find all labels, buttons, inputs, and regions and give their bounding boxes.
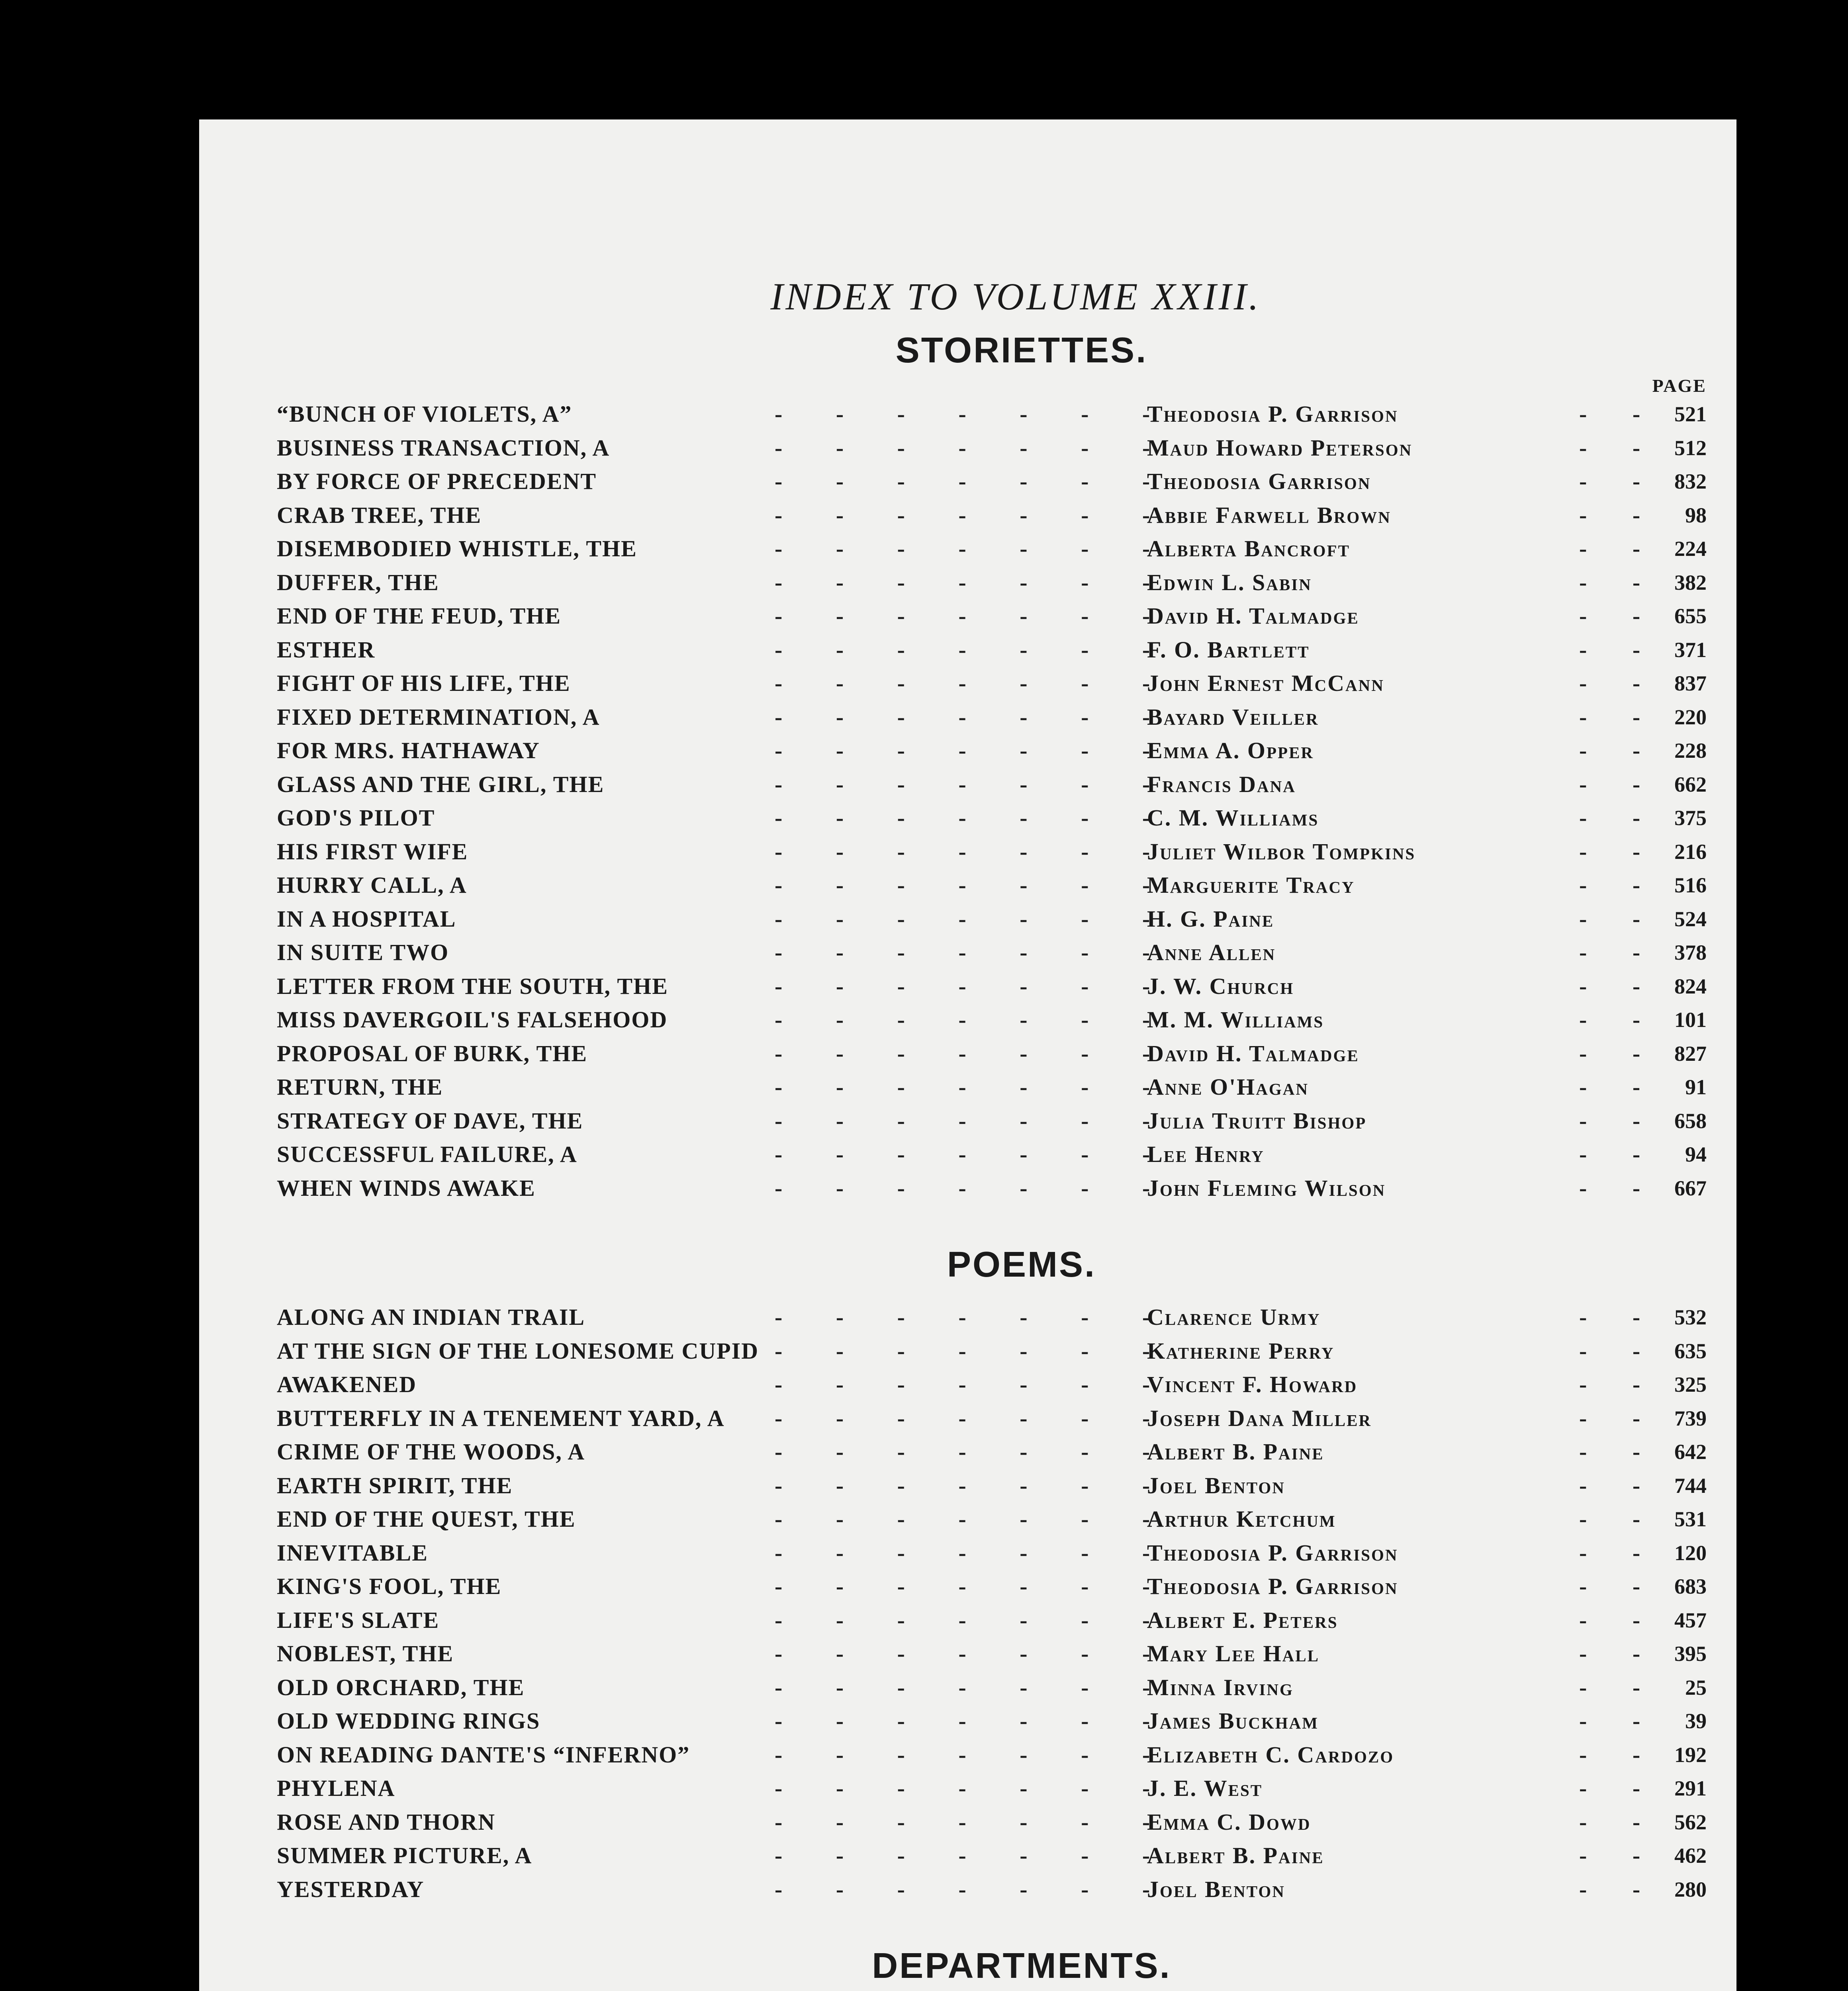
storiettes-list [265, 397, 1707, 1205]
entry-title: OLD WEDDING RINGS [277, 1708, 540, 1734]
index-entry [265, 1435, 1707, 1469]
dot-leader: - - [1579, 536, 1660, 561]
entry-title: IN A HOSPITAL [277, 906, 456, 932]
entry-author: Lee Henry [1147, 1141, 1265, 1167]
dot-leader: - - - - - - - [775, 468, 1174, 494]
index-entry [265, 633, 1707, 667]
index-page [199, 119, 1736, 1991]
entry-page: 98 [1685, 503, 1707, 527]
dot-leader: - - - - - - - [775, 838, 1174, 864]
entry-author: Theodosia P. Garrison [1147, 401, 1398, 427]
entry-title: FIGHT OF HIS LIFE, THE [277, 670, 571, 696]
index-entry [265, 970, 1707, 1003]
dot-leader: - - - - - - - [775, 636, 1174, 663]
dot-leader: - - - - - - - [775, 502, 1174, 528]
dot-leader: - - [1579, 1674, 1660, 1700]
entry-author: Anne O'Hagan [1147, 1074, 1309, 1100]
entry-page: 521 [1674, 402, 1707, 426]
entry-author: Marguerite Tracy [1147, 872, 1355, 898]
index-entry [265, 667, 1707, 700]
dot-leader: - - - - - - - [775, 1741, 1174, 1768]
dot-leader: - - [1579, 1304, 1660, 1330]
index-entry [265, 801, 1707, 835]
entry-title: DUFFER, THE [277, 569, 439, 595]
entry-author: Albert B. Paine [1147, 1439, 1324, 1465]
entry-author: F. O. Bartlett [1147, 636, 1310, 663]
dot-leader: - - - - - - - [775, 1472, 1174, 1498]
entry-author: M. M. Williams [1147, 1007, 1324, 1033]
entry-title: CRIME OF THE WOODS, A [277, 1439, 585, 1465]
index-entry [265, 1570, 1707, 1604]
dot-leader: - - [1579, 1842, 1660, 1868]
dot-leader: - - - - - - - [775, 1175, 1174, 1201]
entry-page: 824 [1674, 974, 1707, 998]
entry-author: Edwin L. Sabin [1147, 569, 1312, 595]
poems-heading: POEMS. [947, 1245, 1096, 1285]
dot-leader: - - - - - - - [775, 401, 1174, 427]
dot-leader: - - - - - - - [775, 1506, 1174, 1532]
entry-author: Emma A. Opper [1147, 737, 1314, 763]
entry-page: 658 [1674, 1109, 1707, 1133]
index-entry [265, 532, 1707, 566]
index-entry [265, 1368, 1707, 1402]
dot-leader: - - [1579, 1175, 1660, 1201]
entry-title: AT THE SIGN OF THE LONESOME CUPID [277, 1338, 759, 1364]
dot-leader: - - - - - - - [775, 1809, 1174, 1835]
entry-page: 220 [1674, 705, 1707, 729]
index-entry [265, 1671, 1707, 1705]
dot-leader: - - [1579, 939, 1660, 965]
entry-page: 375 [1674, 806, 1707, 830]
dot-leader: - - - - - - - [775, 536, 1174, 561]
dot-leader: - - - - - - - [775, 1641, 1174, 1666]
entry-author: Alberta Bancroft [1147, 536, 1350, 561]
entry-title: PROPOSAL OF BURK, THE [277, 1040, 587, 1066]
entry-author: Minna Irving [1147, 1674, 1294, 1700]
entry-title: EARTH SPIRIT, THE [277, 1472, 513, 1498]
dot-leader: - - [1579, 1775, 1660, 1801]
dot-leader: - - - - - - - [775, 1371, 1174, 1397]
entry-title: BUSINESS TRANSACTION, A [277, 434, 610, 461]
index-entry [265, 1301, 1707, 1334]
entry-author: David H. Talmadge [1147, 1040, 1359, 1066]
index-entry [265, 902, 1707, 936]
dot-leader: - - - - - - - [775, 1775, 1174, 1801]
entry-title: BY FORCE OF PRECEDENT [277, 468, 597, 494]
entry-page: 531 [1674, 1507, 1707, 1531]
entry-author: Joel Benton [1147, 1472, 1285, 1498]
dot-leader: - - [1579, 670, 1660, 696]
entry-page: 325 [1674, 1373, 1707, 1396]
entry-page: 280 [1674, 1877, 1707, 1901]
dot-leader: - - - - - - - [775, 1573, 1174, 1599]
entry-title: YESTERDAY [277, 1876, 425, 1902]
entry-author: John Fleming Wilson [1147, 1175, 1386, 1201]
entry-title: ROSE AND THORN [277, 1809, 496, 1835]
entry-author: Maud Howard Peterson [1147, 434, 1413, 461]
index-title: INDEX TO VOLUME XXIII. [770, 275, 1261, 318]
entry-author: Elizabeth C. Cardozo [1147, 1741, 1394, 1768]
dot-leader: - - - - - - - [775, 906, 1174, 932]
index-entry [265, 1772, 1707, 1805]
index-entry [265, 1334, 1707, 1368]
entry-page: 739 [1674, 1406, 1707, 1430]
index-entry [265, 835, 1707, 869]
dot-leader: - - - - - - - [775, 1141, 1174, 1167]
entry-author: Joseph Dana Miller [1147, 1405, 1372, 1431]
entry-title: AWAKENED [277, 1371, 417, 1397]
dot-leader: - - [1579, 1338, 1660, 1364]
entry-author: Albert E. Peters [1147, 1607, 1338, 1633]
dot-leader: - - [1579, 1405, 1660, 1431]
entry-page: 39 [1685, 1709, 1707, 1733]
dot-leader: - - [1579, 771, 1660, 797]
entry-title: MISS DAVERGOIL'S FALSEHOOD [277, 1007, 668, 1033]
entry-author: David H. Talmadge [1147, 603, 1359, 629]
entry-page: 655 [1674, 604, 1707, 628]
dot-leader: - - - - - - - [775, 1708, 1174, 1734]
dot-leader: - - [1579, 1074, 1660, 1100]
entry-author: Abbie Farwell Brown [1147, 502, 1391, 528]
index-entry [265, 936, 1707, 970]
entry-page: 371 [1674, 638, 1707, 662]
entry-author: C. M. Williams [1147, 805, 1319, 831]
entry-title: SUCCESSFUL FAILURE, A [277, 1141, 578, 1167]
index-entry [265, 1738, 1707, 1772]
dot-leader: - - - - - - - [775, 603, 1174, 629]
dot-leader: - - [1579, 805, 1660, 831]
entry-title: ON READING DANTE'S “INFERNO” [277, 1741, 690, 1768]
entry-title: BUTTERFLY IN A TENEMENT YARD, A [277, 1405, 725, 1431]
entry-title: WHEN WINDS AWAKE [277, 1175, 536, 1201]
entry-page: 683 [1674, 1574, 1707, 1598]
entry-title: END OF THE FEUD, THE [277, 603, 562, 629]
entry-title: “BUNCH OF VIOLETS, A” [277, 401, 572, 427]
dot-leader: - - [1579, 1809, 1660, 1835]
entry-author: H. G. Paine [1147, 906, 1274, 932]
entry-author: John Ernest McCann [1147, 670, 1384, 696]
entry-author: Juliet Wilbor Tompkins [1147, 838, 1416, 864]
entry-title: LIFE'S SLATE [277, 1607, 440, 1633]
entry-page: 216 [1674, 839, 1707, 864]
dot-leader: - - - - - - - [775, 1439, 1174, 1465]
entry-page: 91 [1685, 1075, 1707, 1099]
index-entry [265, 465, 1707, 499]
entry-author: Julia Truitt Bishop [1147, 1107, 1367, 1134]
entry-title: END OF THE QUEST, THE [277, 1506, 576, 1532]
entry-author: Joel Benton [1147, 1876, 1285, 1902]
dot-leader: - - - - - - - [775, 1007, 1174, 1033]
entry-page: 667 [1674, 1176, 1707, 1200]
entry-page: 744 [1674, 1473, 1707, 1498]
dot-leader: - - [1579, 1007, 1660, 1033]
entry-title: ALONG AN INDIAN TRAIL [277, 1304, 585, 1330]
page-column-label: PAGE [1652, 376, 1707, 396]
dot-leader: - - - - - - - [775, 805, 1174, 831]
entry-title: NOBLEST, THE [277, 1641, 454, 1666]
index-entry [265, 700, 1707, 734]
entry-author: J. W. Church [1147, 973, 1294, 999]
dot-leader: - - [1579, 1472, 1660, 1498]
entry-page: 192 [1674, 1743, 1707, 1767]
index-entry [265, 1172, 1707, 1205]
dot-leader: - - [1579, 1107, 1660, 1134]
index-entry [265, 1402, 1707, 1436]
entry-author: Albert B. Paine [1147, 1842, 1324, 1868]
dot-leader: - - - - - - - [775, 939, 1174, 965]
entry-author: Theodosia P. Garrison [1147, 1573, 1398, 1599]
entry-page: 25 [1685, 1675, 1707, 1700]
entry-author: Vincent F. Howard [1147, 1371, 1358, 1397]
index-entry [265, 768, 1707, 802]
index-entry [265, 1704, 1707, 1738]
entry-title: GOD'S PILOT [277, 805, 435, 831]
dot-leader: - - [1579, 468, 1660, 494]
entry-page: 94 [1685, 1142, 1707, 1166]
entry-title: PHYLENA [277, 1775, 395, 1801]
entry-title: CRAB TREE, THE [277, 502, 482, 528]
dot-leader: - - [1579, 737, 1660, 763]
entry-title: KING'S FOOL, THE [277, 1573, 502, 1599]
dot-leader: - - [1579, 1040, 1660, 1066]
index-entry [265, 1536, 1707, 1570]
entry-page: 224 [1674, 537, 1707, 561]
dot-leader: - - - - - - - [775, 872, 1174, 898]
entry-title: FOR MRS. HATHAWAY [277, 737, 540, 763]
index-entry [265, 1502, 1707, 1536]
entry-page: 827 [1674, 1041, 1707, 1066]
entry-title: HURRY CALL, A [277, 872, 467, 898]
index-entry [265, 599, 1707, 633]
dot-leader: - - [1579, 1573, 1660, 1599]
entry-author: Anne Allen [1147, 939, 1276, 965]
dot-leader: - - [1579, 1439, 1660, 1465]
dot-leader: - - - - - - - [775, 1040, 1174, 1066]
dot-leader: - - - - - - - [775, 704, 1174, 730]
index-entry [265, 499, 1707, 532]
index-entry [265, 431, 1707, 465]
index-entry [265, 1104, 1707, 1138]
dot-leader: - - - - - - - [775, 670, 1174, 696]
dot-leader: - - [1579, 704, 1660, 730]
dot-leader: - - [1579, 872, 1660, 898]
dot-leader: - - [1579, 838, 1660, 864]
entry-title: SUMMER PICTURE, A [277, 1842, 532, 1868]
dot-leader: - - [1579, 1141, 1660, 1167]
entry-page: 832 [1674, 469, 1707, 493]
index-entry [265, 1469, 1707, 1503]
dot-leader: - - - - - - - [775, 1607, 1174, 1633]
entry-title: STRATEGY OF DAVE, THE [277, 1107, 583, 1134]
entry-author: Theodosia P. Garrison [1147, 1539, 1398, 1566]
dot-leader: - - - - - - - [775, 1107, 1174, 1134]
dot-leader: - - [1579, 502, 1660, 528]
entry-author: Theodosia Garrison [1147, 468, 1371, 494]
entry-page: 837 [1674, 671, 1707, 695]
dot-leader: - - - - - - - [775, 569, 1174, 595]
entry-title: HIS FIRST WIFE [277, 838, 468, 864]
dot-leader: - - - - - - - [775, 737, 1174, 763]
entry-author: Emma C. Dowd [1147, 1809, 1311, 1835]
dot-leader: - - - - - - - [775, 1304, 1174, 1330]
dot-leader: - - [1579, 569, 1660, 595]
entry-page: 562 [1674, 1810, 1707, 1834]
dot-leader: - - - - - - - [775, 1674, 1174, 1700]
dot-leader: - - [1579, 1607, 1660, 1633]
dot-leader: - - [1579, 401, 1660, 427]
entry-title: LETTER FROM THE SOUTH, THE [277, 973, 668, 999]
index-content [265, 267, 1707, 1991]
entry-page: 635 [1674, 1339, 1707, 1363]
index-entry [265, 566, 1707, 600]
dot-leader: - - [1579, 636, 1660, 663]
entry-page: 378 [1674, 941, 1707, 964]
dot-leader: - - - - - - - [775, 1338, 1174, 1364]
dot-leader: - - [1579, 1876, 1660, 1902]
entry-page: 642 [1674, 1440, 1707, 1464]
entry-title: DISEMBODIED WHISTLE, THE [277, 536, 637, 561]
entry-page: 457 [1674, 1608, 1707, 1632]
entry-author: Bayard Veiller [1147, 704, 1319, 730]
index-entry [265, 1003, 1707, 1037]
entry-page: 291 [1674, 1776, 1707, 1800]
index-entry [265, 1070, 1707, 1104]
dot-leader: - - [1579, 1708, 1660, 1734]
entry-page: 516 [1674, 873, 1707, 897]
entry-title: GLASS AND THE GIRL, THE [277, 771, 605, 797]
dot-leader: - - [1579, 906, 1660, 932]
storiettes-heading: STORIETTES. [895, 331, 1148, 370]
index-entry [265, 1138, 1707, 1172]
index-entry [265, 1805, 1707, 1839]
dot-leader: - - [1579, 1371, 1660, 1397]
dot-leader: - - - - - - - [775, 1405, 1174, 1431]
index-entry [265, 1037, 1707, 1071]
index-entry [265, 1873, 1707, 1907]
dot-leader: - - [1579, 603, 1660, 629]
dot-leader: - - - - - - - [775, 771, 1174, 797]
entry-author: Mary Lee Hall [1147, 1641, 1319, 1666]
entry-title: FIXED DETERMINATION, A [277, 704, 600, 730]
dot-leader: - - - - - - - [775, 1074, 1174, 1100]
entry-page: 462 [1674, 1844, 1707, 1868]
entry-page: 101 [1674, 1008, 1707, 1032]
dot-leader: - - [1579, 1641, 1660, 1666]
entry-page: 382 [1674, 570, 1707, 595]
index-entry [265, 1637, 1707, 1671]
entry-page: 524 [1674, 907, 1707, 931]
entry-author: Arthur Ketchum [1147, 1506, 1336, 1532]
dot-leader: - - - - - - - [775, 1876, 1174, 1902]
entry-page: 395 [1674, 1642, 1707, 1666]
entry-title: ESTHER [277, 636, 376, 663]
dot-leader: - - - - - - - [775, 973, 1174, 999]
entry-page: 228 [1674, 739, 1707, 763]
dot-leader: - - [1579, 434, 1660, 461]
dot-leader: - - [1579, 973, 1660, 999]
dot-leader: - - - - - - - [775, 1842, 1174, 1868]
entry-author: Francis Dana [1147, 771, 1296, 797]
departments-heading: DEPARTMENTS. [872, 1946, 1171, 1986]
index-entry [265, 868, 1707, 902]
dot-leader: - - [1579, 1506, 1660, 1532]
index-entry [265, 734, 1707, 768]
entry-page: 512 [1674, 436, 1707, 460]
entry-title: OLD ORCHARD, THE [277, 1674, 525, 1700]
index-entry [265, 397, 1707, 431]
entry-title: RETURN, THE [277, 1074, 443, 1100]
index-entry [265, 1604, 1707, 1637]
entry-page: 532 [1674, 1305, 1707, 1329]
entry-author: Katherine Perry [1147, 1338, 1335, 1364]
entry-title: IN SUITE TWO [277, 939, 449, 965]
dot-leader: - - - - - - - [775, 434, 1174, 461]
entry-page: 120 [1674, 1541, 1707, 1565]
index-entry [265, 1839, 1707, 1873]
poems-list [265, 1301, 1707, 1906]
dot-leader: - - - - - - - [775, 1539, 1174, 1566]
entry-title: INEVITABLE [277, 1539, 428, 1566]
entry-author: J. E. West [1147, 1775, 1263, 1801]
dot-leader: - - [1579, 1539, 1660, 1566]
entry-author: James Buckham [1147, 1708, 1319, 1734]
dot-leader: - - [1579, 1741, 1660, 1768]
entry-page: 662 [1674, 772, 1707, 796]
entry-author: Clarence Urmy [1147, 1304, 1321, 1330]
